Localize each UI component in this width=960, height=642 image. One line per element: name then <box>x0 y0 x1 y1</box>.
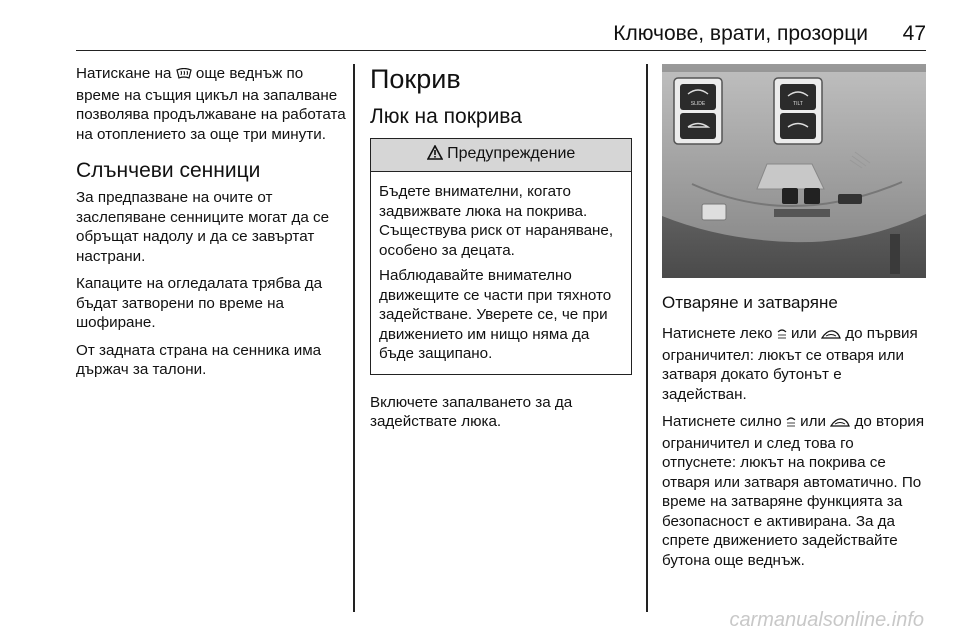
heading-open-close: Отваряне и затваряне <box>662 293 838 312</box>
close-roof-icon <box>821 326 841 346</box>
paragraph: Натиснете силно или до втория ограничител и след това го отпуснете: люкът на покрива се отваря или затваря автоматично. По време на затваряне функцията за безопасност е активирана. За да спрете движението задействайте бутона още веднъж. <box>662 413 925 569</box>
warning-paragraph: Наблюдавайте внимателно движещите се части при тяхното задействане. Уверете се, че при движението им нищо няма да бъде защипано. <box>379 267 612 362</box>
sub-title: Люк на покрива <box>370 105 522 128</box>
column-3 <box>662 64 928 578</box>
heading-sun-visors: Слънчеви сенници <box>76 159 261 182</box>
header-title: Ключове, врати, прозорци <box>613 22 868 45</box>
warning-title: Предупреждение <box>447 145 576 162</box>
column-1 <box>76 64 346 388</box>
column-divider <box>353 64 355 612</box>
watermark: carmanualsonline.info <box>729 609 924 631</box>
slide-icon <box>786 414 796 434</box>
paragraph: Включете запалването за да задействате люка. <box>370 393 573 430</box>
tilt-label: TILT <box>793 101 803 107</box>
heated-rear-window-icon <box>176 66 192 86</box>
column-2 <box>370 64 632 440</box>
warning-triangle-icon <box>427 145 443 165</box>
section-title: Покрив <box>370 64 461 94</box>
paragraph: Натиснете леко или до първия ограничител: люкът се отваря или затваря докато бутонът е задействан. <box>662 325 918 403</box>
close-roof-icon <box>830 414 850 434</box>
warning-paragraph: Бъдете внимателни, когато задвижвате люка на покрива. Съществува риск от нараняване, особено за децата. <box>379 183 614 259</box>
warning-box <box>370 138 632 375</box>
column-divider <box>646 64 648 612</box>
warning-header <box>371 139 631 172</box>
warning-body <box>371 172 631 374</box>
paragraph: От задната страна на сенника има държач за талони. <box>76 341 322 378</box>
page-number: 47 <box>902 22 926 45</box>
page-header <box>76 22 926 51</box>
paragraph: Натискане на още веднъж по време на същия цикъл на запалване позволява продължаване на работата на отоплението за още три минути. <box>76 65 346 143</box>
paragraph: За предпазване на очите от заслепяване сенниците могат да се обръщат надолу и да се завъртат настрани. <box>76 189 330 265</box>
slide-label: SLIDE <box>690 101 706 107</box>
paragraph: Капаците на огледалата трябва да бъдат затворени по време на шофиране. <box>76 275 323 331</box>
slide-icon <box>777 326 787 346</box>
roof-control-photo <box>662 64 926 278</box>
